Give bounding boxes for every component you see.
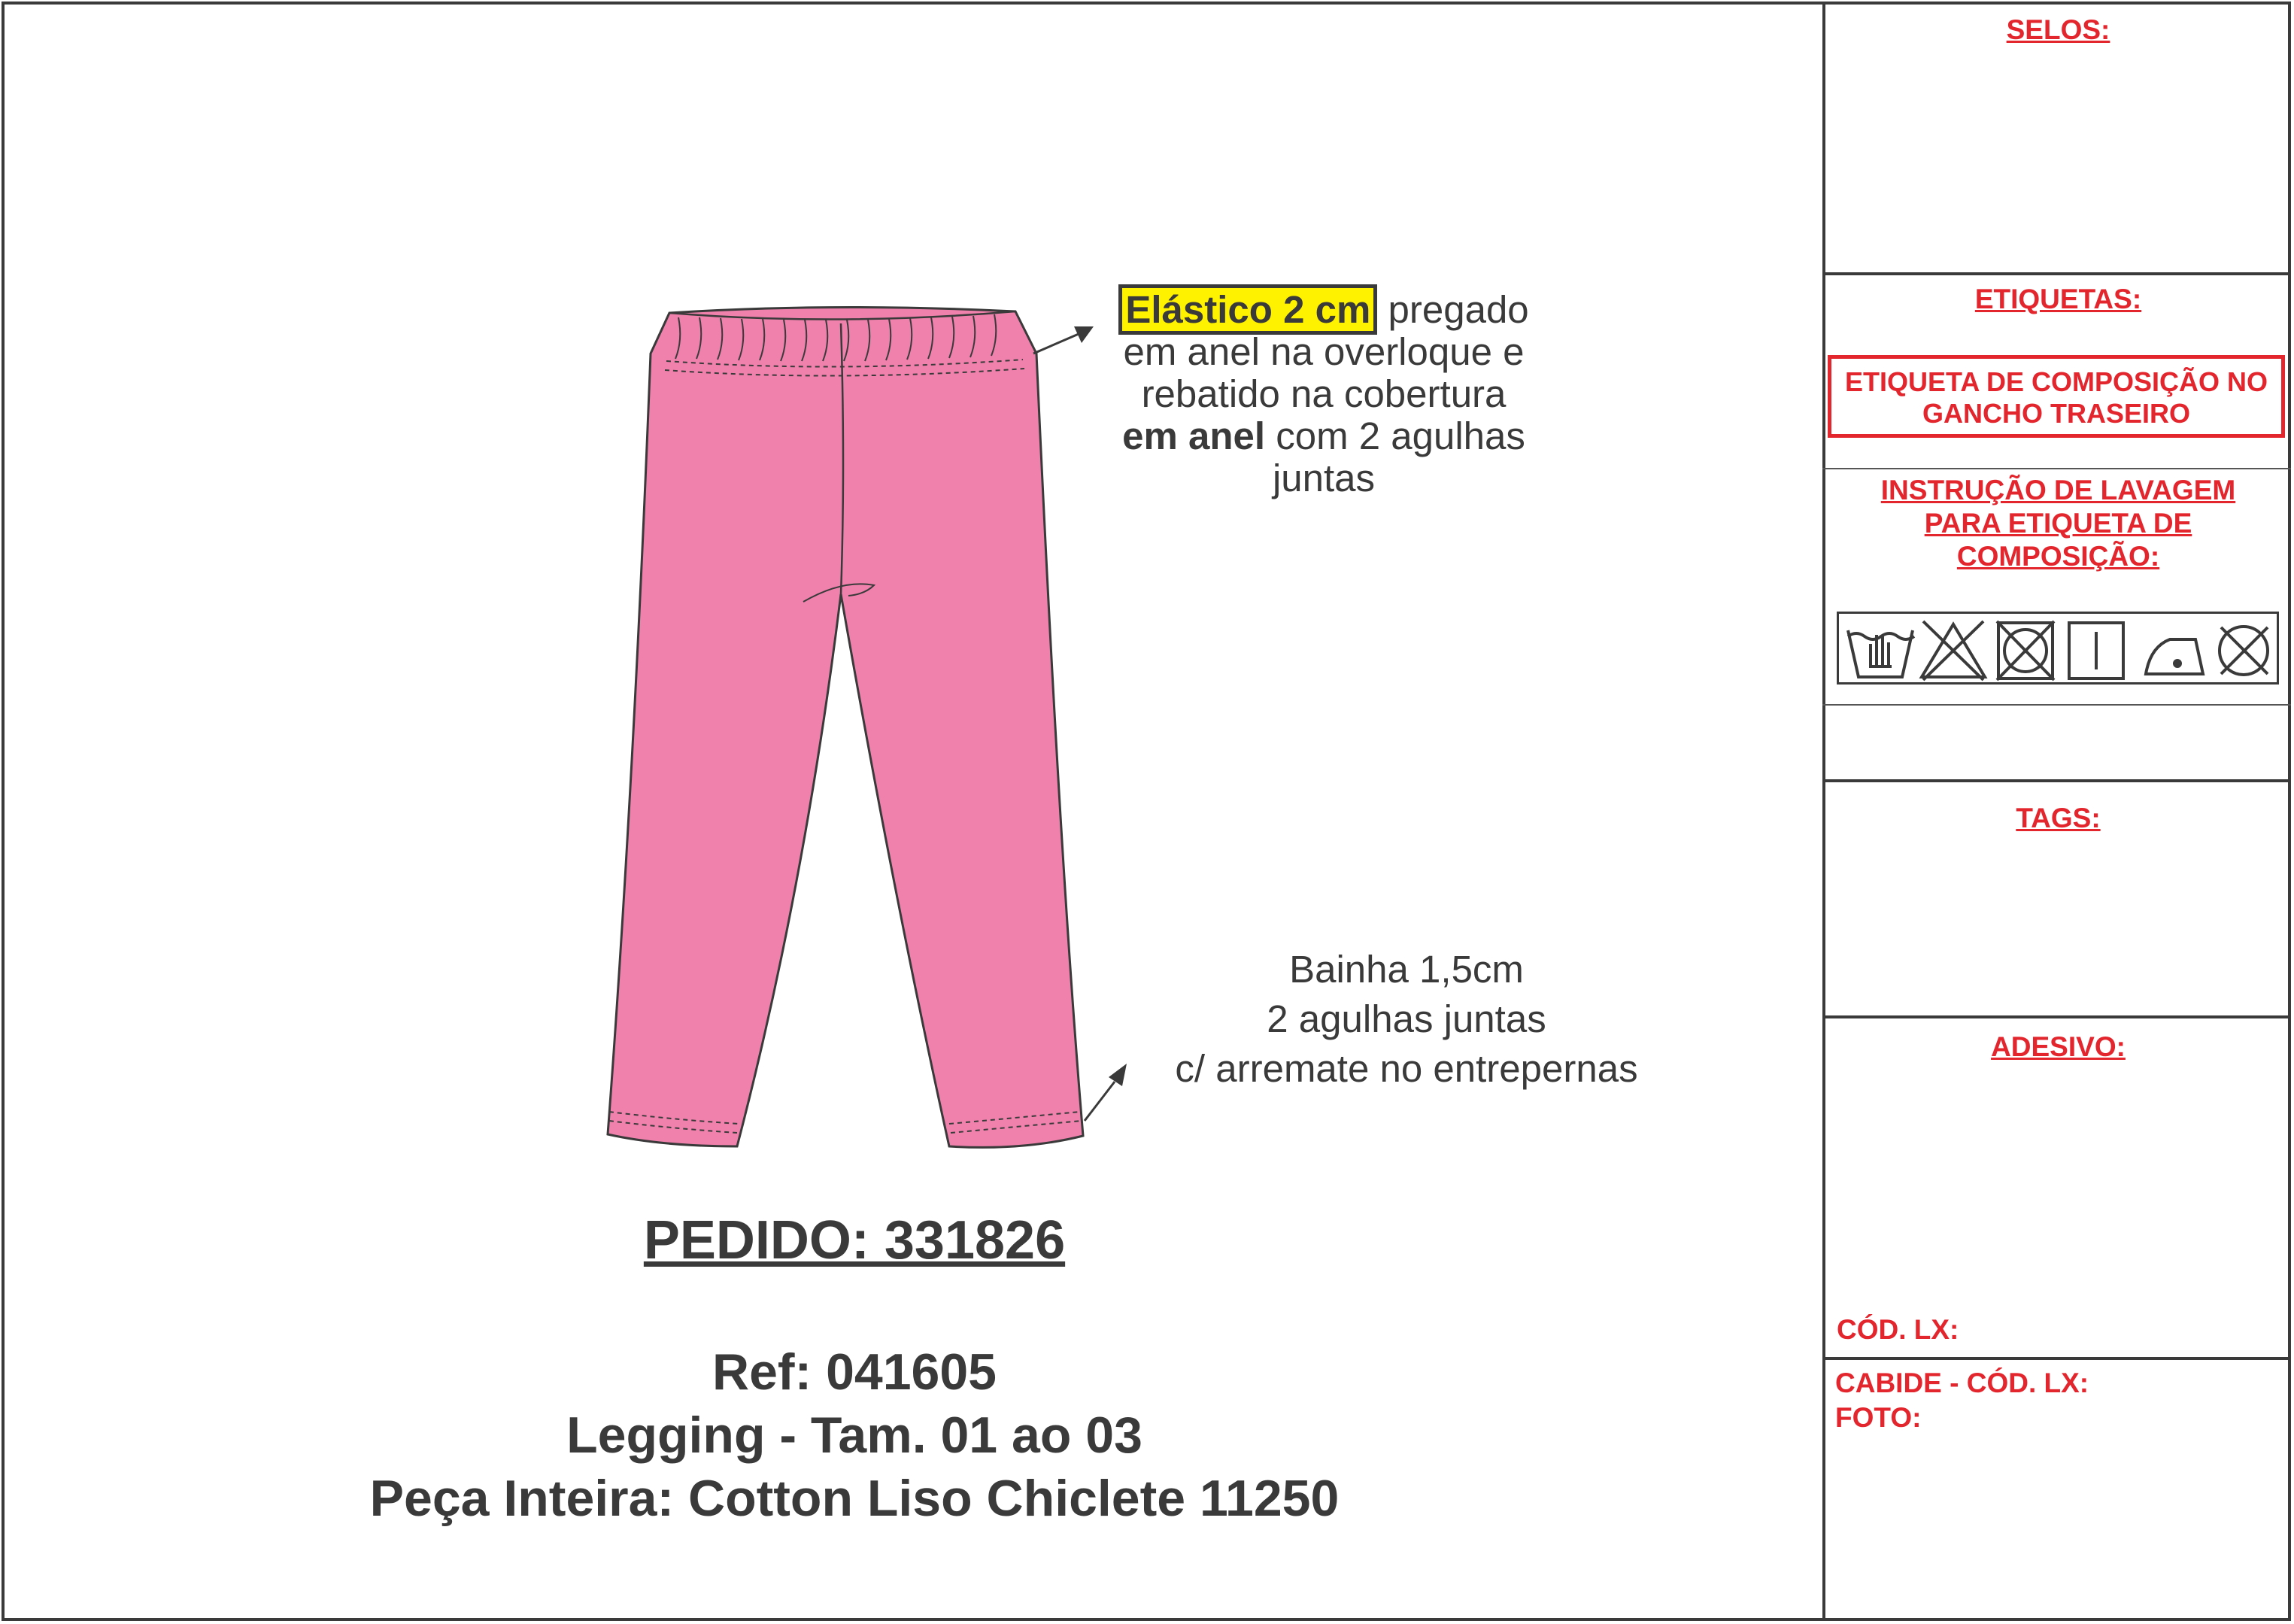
do-not-dry-clean-icon: [2220, 627, 2268, 675]
order-number: PEDIDO: 331826: [643, 1210, 1066, 1270]
elastic-note: Elástico 2 cm pregado em anel na overloque e rebatido na cobertura em anel com 2 agulhas juntas: [1083, 289, 1564, 499]
composition-label-box: ETIQUETA DE COMPOSIÇÃO NO GANCHO TRASEIRO: [1828, 355, 2285, 438]
foto-label: FOTO:: [1835, 1402, 1922, 1433]
cabide-label: CABIDE - CÓD. LX:: [1835, 1367, 2089, 1398]
do-not-tumble-dry-icon: [1997, 621, 2054, 680]
tags-heading: TAGS:: [2016, 803, 2101, 833]
cod-lx-label: CÓD. LX:: [1837, 1314, 1959, 1345]
sidebar-divider: [1822, 468, 2291, 469]
legging-illustration: [587, 293, 1113, 1158]
reference: Ref: 041605: [712, 1343, 997, 1401]
elastic-highlight: Elástico 2 cm: [1118, 284, 1377, 335]
legging-body: [608, 307, 1083, 1147]
iron-low-icon: [2146, 639, 2203, 674]
wash-instruction-heading: INSTRUÇÃO DE LAVAGEM PARA ETIQUETA DE COMPOSIÇÃO:: [1880, 475, 2236, 572]
sidebar-divider: [1822, 1357, 2291, 1360]
hand-wash-icon: [1848, 630, 1914, 677]
product-description: Legging - Tam. 01 ao 03: [566, 1407, 1142, 1464]
sidebar-divider: [1822, 779, 2291, 782]
hem-note: Bainha 1,5cm 2 agulhas juntas c/ arremate no entrepernas: [1175, 948, 1638, 1090]
sidebar-divider: [1822, 272, 2291, 275]
line-dry-icon: [2069, 623, 2123, 678]
hem-arrow-icon: [1080, 1059, 1133, 1127]
fabric-description: Peça Inteira: Cotton Liso Chiclete 11250: [369, 1470, 1340, 1527]
sidebar-divider: [1822, 704, 2291, 706]
do-not-bleach-icon: [1922, 621, 1985, 680]
selos-heading: SELOS:: [2006, 14, 2110, 45]
sidebar-divider: [1822, 1015, 2291, 1018]
care-symbols: [1837, 612, 2279, 685]
etiquetas-heading: ETIQUETAS:: [1974, 284, 2142, 314]
adesivo-heading: ADESIVO:: [1991, 1031, 2126, 1062]
